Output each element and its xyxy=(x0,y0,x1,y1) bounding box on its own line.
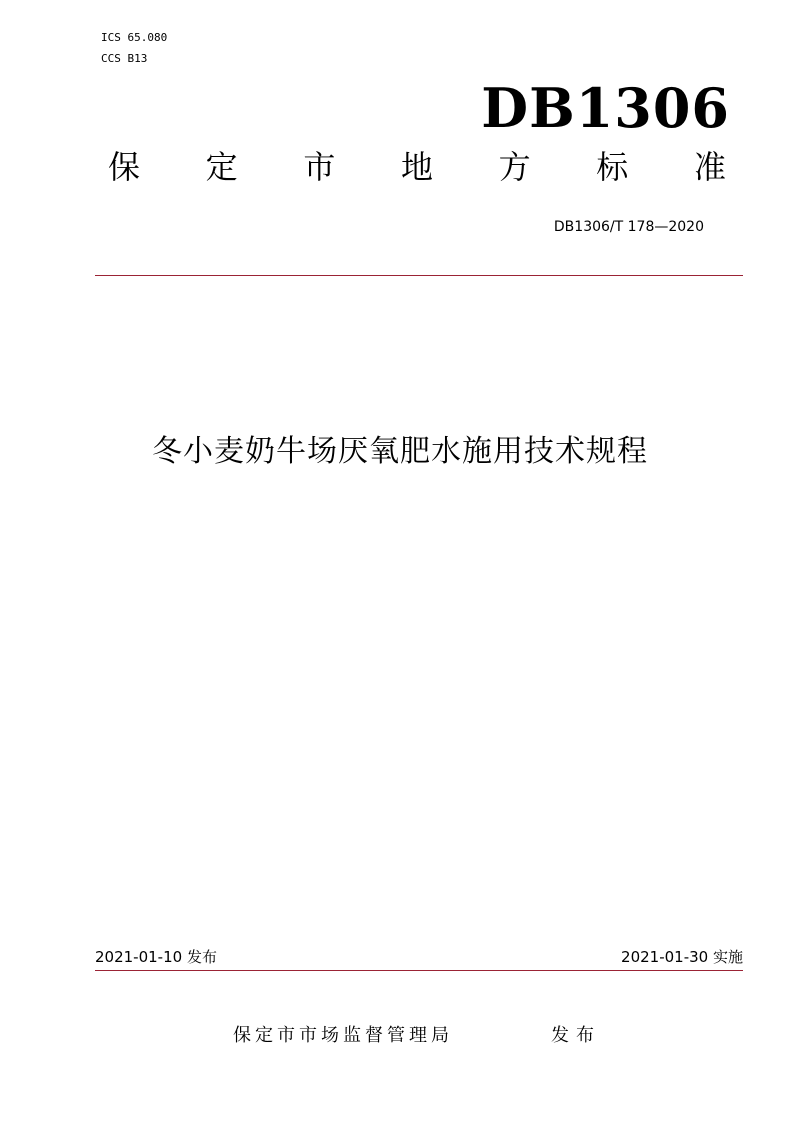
bottom-divider xyxy=(95,970,743,971)
standard-type xyxy=(108,143,726,191)
standard-type-char: 地 xyxy=(400,148,433,186)
standard-type-char: 方 xyxy=(498,148,531,186)
implementation-date: 2021-01-30 实施 xyxy=(621,948,743,966)
standard-type-char: 定 xyxy=(205,148,238,186)
document-title: 冬小麦奶牛场厌氧肥水施用技术规程 xyxy=(152,434,648,469)
standard-type-char: 准 xyxy=(693,148,726,186)
ccs-code: CCS B13 xyxy=(101,52,148,65)
top-divider xyxy=(95,275,743,276)
ics-code: ICS 65.080 xyxy=(101,31,168,44)
publish-label: 发布 xyxy=(551,1025,601,1046)
standard-number: DB1306/T 178—2020 xyxy=(553,219,704,235)
standard-type-char: 市 xyxy=(303,148,336,186)
publisher: 保定市市场监督管理局 xyxy=(233,1025,453,1046)
standard-type-char: 保 xyxy=(108,148,141,186)
issue-date: 2021-01-10 发布 xyxy=(95,948,217,966)
db-code: DB1306 xyxy=(481,76,730,140)
standard-type-char: 标 xyxy=(596,148,629,186)
classification-codes xyxy=(101,27,167,69)
